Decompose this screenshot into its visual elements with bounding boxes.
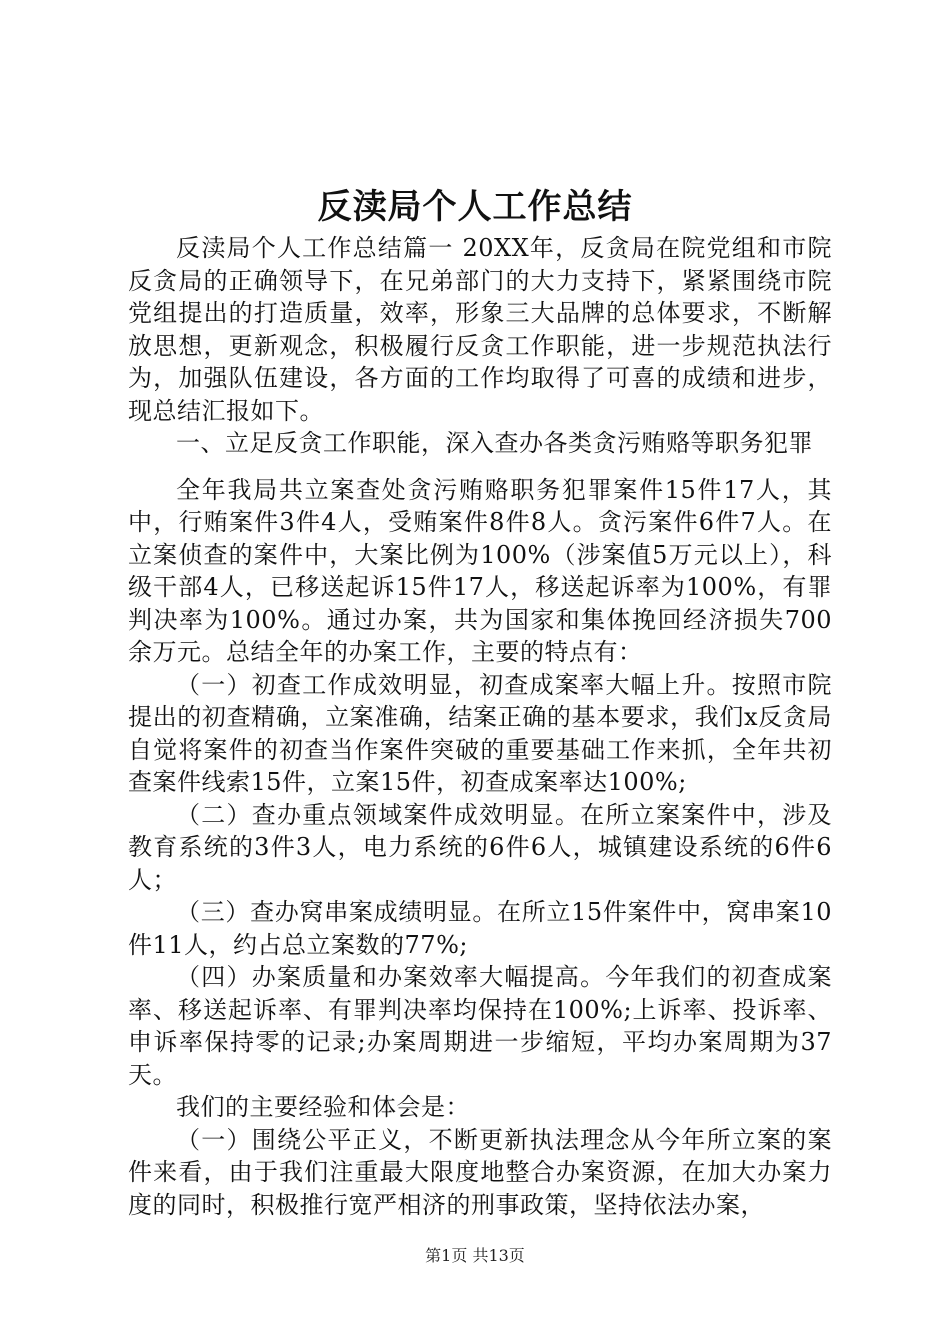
document-title: 反渎局个人工作总结 xyxy=(317,187,633,227)
experience-heading: 我们的主要经验和体会是： xyxy=(176,1093,470,1121)
feature-paragraph-4: （四）办案质量和办案效率大幅提高。今年我们的初查成案率、移送起诉率、有罪判决率均保持在100%;上诉率、投诉率、申诉率保持零的记录;办案周期进一步缩短，平均办案周期为37天。 xyxy=(128,963,832,1089)
feature-paragraph-2: （二）查办重点领域案件成效明显。在所立案案件中，涉及教育系统的3件3人，电力系统的6件6人，城镇建设系统的6件6人； xyxy=(128,800,832,894)
page-number-footer: 第1页 共13页 xyxy=(425,1246,525,1265)
section-heading-1: 一、立足反贪工作职能，深入查办各类贪污贿赂等职务犯罪 xyxy=(176,429,813,457)
experience-paragraph-1: （一）围绕公平正义，不断更新执法理念从今年所立案的案件来看，由于我们注重最大限度地整合办案资源，在加大办案力度的同时，积极推行宽严相济的刑事政策，坚持依法办案， xyxy=(128,1125,832,1219)
case-summary-paragraph: 全年我局共立案查处贪污贿赂职务犯罪案件15件17人，其中，行贿案件3件4人，受贿案件8件8人。贪污案件6件7人。在立案侦查的案件中，大案比例为100%（涉案值5万元以上），科级干部4人，已移送起诉15件17人，移送起诉率为100%，有罪判决率为100%。通过办案，共为国家和集体挽回经济损失700余万元。总结全年的办案工作，主要的特点有： xyxy=(128,475,832,666)
intro-paragraph: 反渎局个人工作总结篇一 20XX年，反贪局在院党组和市院反贪局的正确领导下，在兄弟部门的大力支持下，紧紧围绕市院党组提出的打造质量，效率，形象三大品牌的总体要求，不断解放思想，更新观念，积极履行反贪工作职能，进一步规范执法行为，加强队伍建设，各方面的工作均取得了可喜的成绩和进步，现总结汇报如下。 xyxy=(128,234,832,425)
feature-paragraph-1: （一）初查工作成效明显，初查成案率大幅上升。按照市院提出的初查精确，立案准确，结案正确的基本要求，我们x反贪局自觉将案件的初查当作案件突破的重要基础工作来抓，全年共初查案件线索15件，立案15件，初查成案率达100%; xyxy=(128,670,832,796)
feature-paragraph-3: （三）查办窝串案成绩明显。在所立15件案件中，窝串案10件11人，约占总立案数的77%; xyxy=(128,898,832,959)
document-body xyxy=(128,232,832,1221)
